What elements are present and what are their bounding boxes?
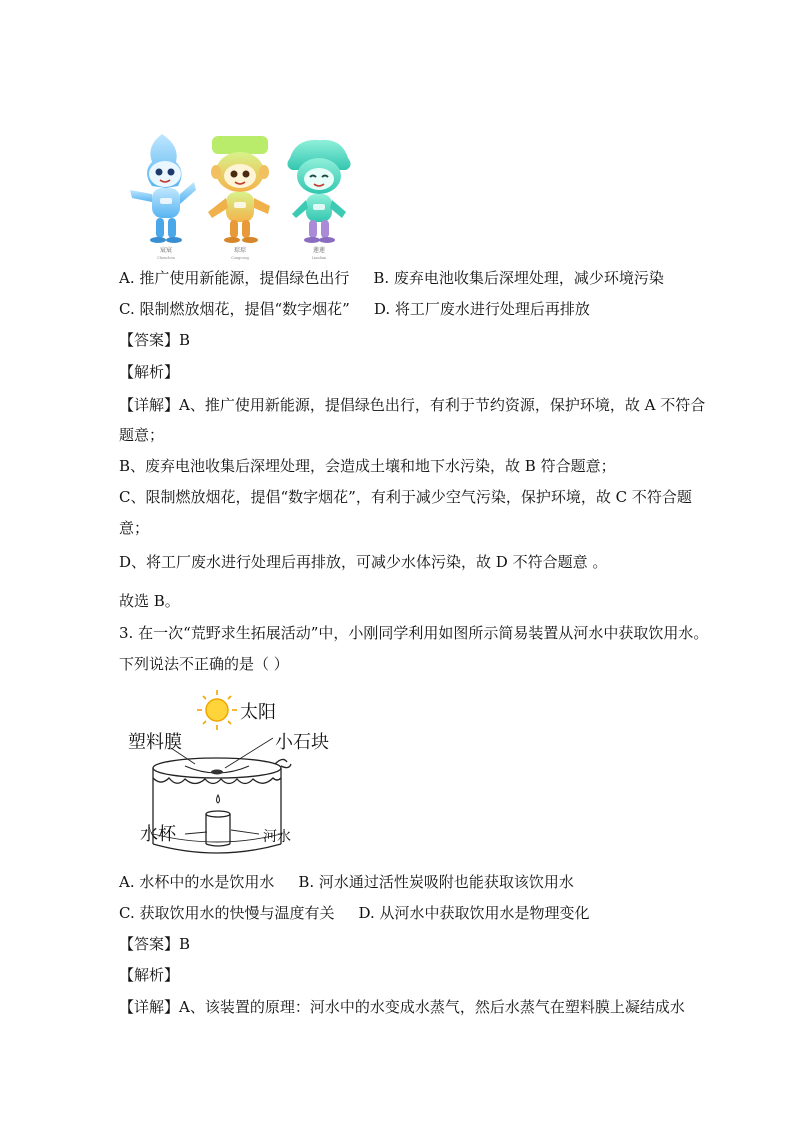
- q2-answer: 【答案】B: [119, 331, 191, 349]
- q3-option-d: D. 从河水中获取饮用水是物理变化: [358, 904, 590, 922]
- q2-conclusion: 故选 B。: [119, 592, 180, 610]
- mascot-name-3: 莲莲: [312, 247, 326, 254]
- q3-option-b: B. 河水通过活性炭吸附也能获取该饮用水: [298, 873, 574, 891]
- mascot-name-1: 宸宸: [159, 247, 173, 254]
- mascot-lianlian: [287, 140, 350, 243]
- q2-options-row-1: [119, 268, 664, 288]
- q3-figure: [125, 686, 345, 862]
- q2-option-c: C. 限制燃放烟花，提倡“数字烟花”: [119, 300, 350, 318]
- label-small-stone: 小石块: [275, 732, 329, 753]
- mascot-pinyin-3: Lianlian: [311, 256, 327, 260]
- q2-option-a: A. 推广使用新能源，提倡绿色出行: [119, 269, 350, 287]
- stone-icon: [211, 770, 223, 775]
- q3-answer: 【答案】B: [119, 935, 191, 953]
- q2-analysis-heading: 【解析】: [119, 363, 180, 381]
- mascot-name-2: 琮琮: [233, 247, 247, 254]
- q2-option-d: D. 将工厂废水进行处理后再排放: [373, 300, 590, 318]
- q2-options-row-2: [119, 299, 590, 319]
- label-plastic-film: 塑料膜: [128, 732, 182, 753]
- q2-detail-line-4: C、限制燃放烟花，提倡“数字烟花”，有利于减少空气污染，保护环境，故 C 不符合题: [119, 488, 692, 506]
- mascot-pinyin-2: Congcong: [231, 256, 249, 260]
- label-river-water: 河水: [263, 829, 291, 845]
- mascots-illustration: [122, 132, 362, 260]
- q3-detail-line-1: 【详解】A、该装置的原理：河水中的水变成水蒸气，然后水蒸气在塑料膜上凝结成水: [119, 998, 685, 1016]
- sun-icon: [197, 690, 237, 730]
- q3-analysis-heading: 【解析】: [119, 966, 180, 984]
- q3-options-row-1: [119, 872, 574, 892]
- q2-detail-line-1: 【详解】A、推广使用新能源，提倡绿色出行，有利于节约资源，保护环境，故 A 不符合: [119, 396, 706, 414]
- q2-detail-line-3: B、废弃电池收集后深埋处理，会造成土壤和地下水污染，故 B 符合题意；: [119, 457, 616, 475]
- q3-option-c: C. 获取饮用水的快慢与温度有关: [119, 904, 335, 922]
- q2-detail-line-6: D、将工厂废水进行处理后再排放，可减少水体污染，故 D 不符合题意 。: [119, 553, 608, 571]
- q3-stem-line-1: 3. 在一次“荒野求生拓展活动”中，小刚同学利用如图所示简易装置从河水中获取饮用水。: [119, 624, 709, 642]
- label-sun: 太阳: [240, 702, 276, 723]
- mascot-pinyin-1: Chenchen: [157, 256, 175, 260]
- q3-option-a: A. 水杯中的水是饮用水: [119, 873, 275, 891]
- q3-stem-line-2: 下列说法不正确的是（ ）: [119, 655, 289, 673]
- mascot-chenchen: [130, 134, 196, 243]
- q2-option-b: B. 废弃电池收集后深埋处理，减少环境污染: [373, 269, 664, 287]
- q3-options-row-2: [119, 903, 590, 923]
- q2-detail-line-5: 意；: [119, 519, 150, 537]
- q2-detail-line-2: 题意；: [119, 426, 165, 444]
- mascot-congcong: [208, 136, 270, 243]
- label-cup: 水杯: [140, 824, 176, 845]
